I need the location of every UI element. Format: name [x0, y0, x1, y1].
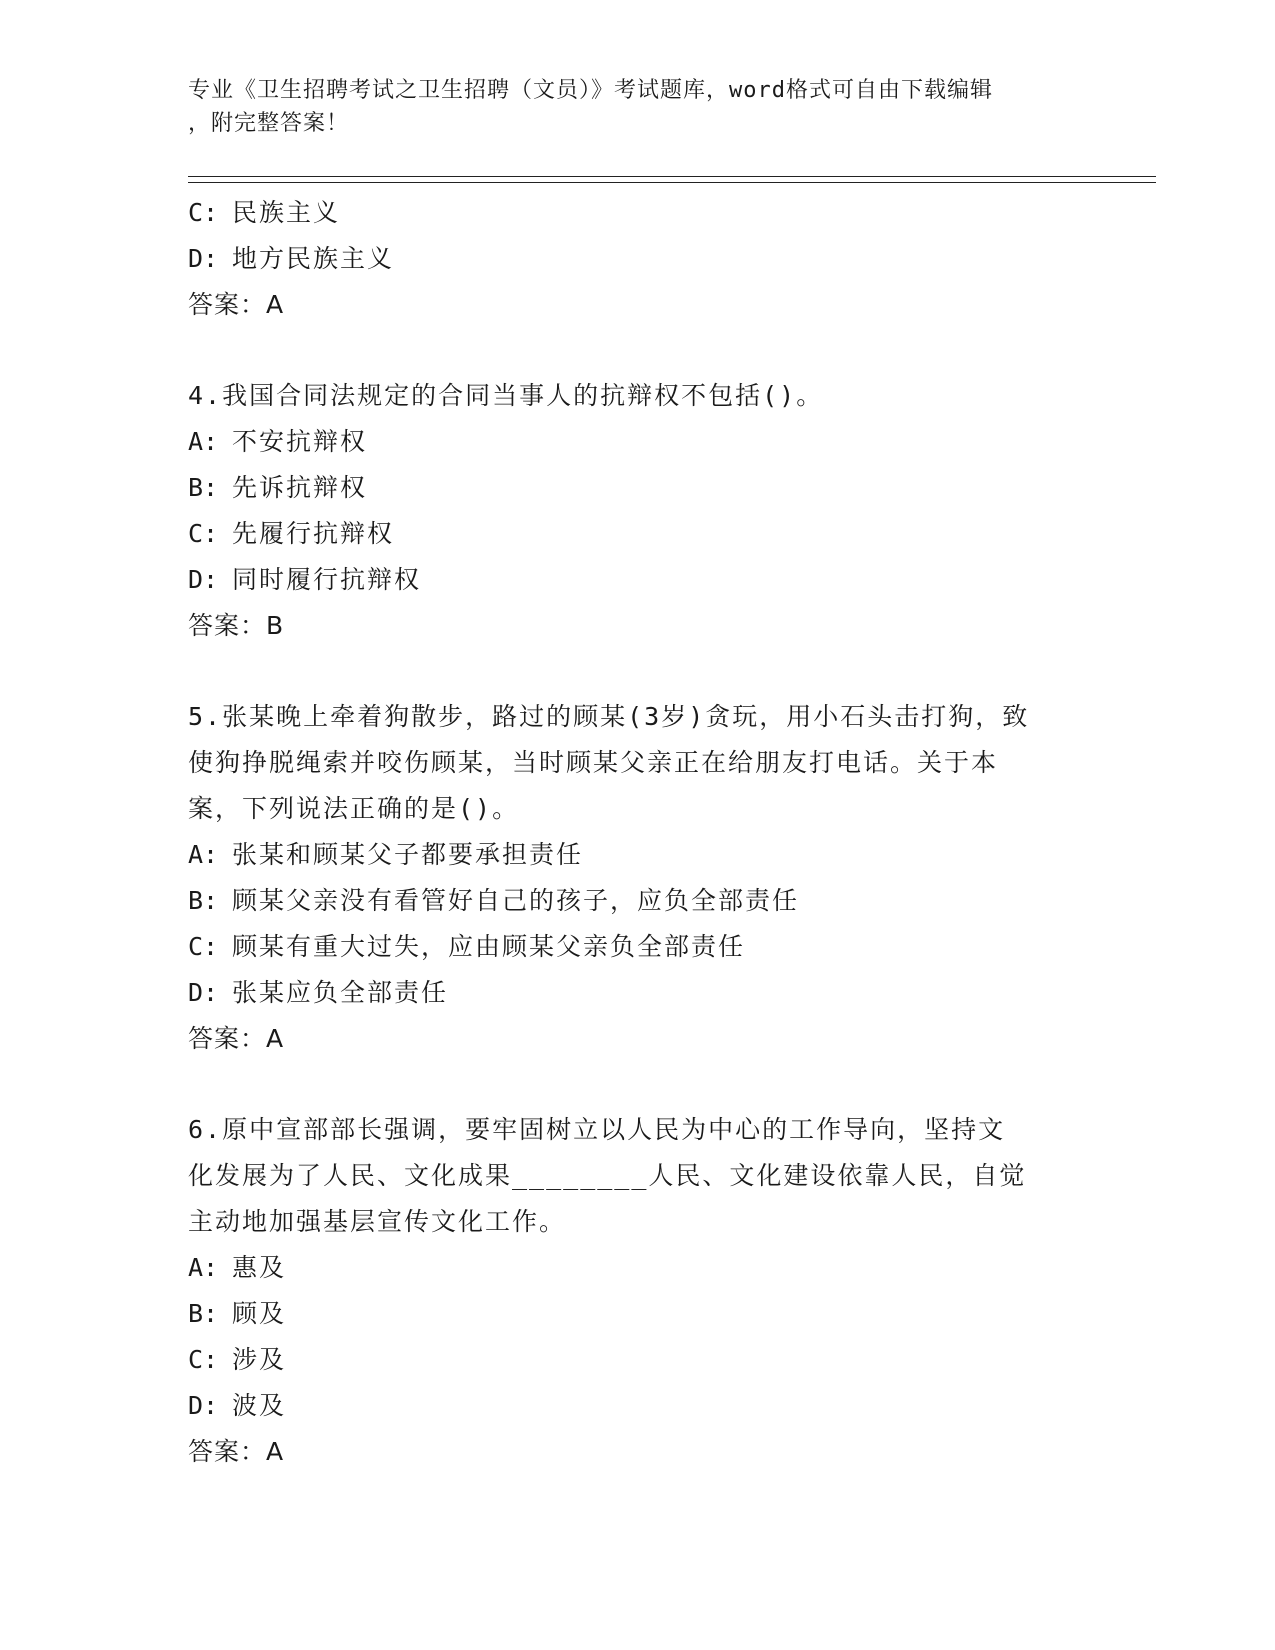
- question-list: [188, 190, 1088, 1475]
- header-rule-top: [188, 176, 1156, 177]
- answer: 答案：A: [188, 1024, 285, 1053]
- option-d: D: 波及: [188, 1391, 287, 1420]
- answer: 答案：B: [188, 611, 285, 640]
- question-text-line-2: 使狗挣脱绳索并咬伤顾某，当时顾某父亲正在给朋友打电话。关于本: [188, 748, 999, 777]
- header-rule-bottom: [188, 182, 1156, 183]
- header-line-1: 专业《卫生招聘考试之卫生招聘（文员）》考试题库，word格式可自由下载编辑: [188, 78, 993, 103]
- option-c: C: 涉及: [188, 1345, 287, 1374]
- question-text-line-1: 5.张某晚上牵着狗散步，路过的顾某(3岁)贪玩，用小石头击打狗，致: [188, 702, 1030, 731]
- question-6: [188, 1107, 1088, 1475]
- option-a: A: 不安抗辩权: [188, 427, 368, 456]
- option-c: C: 先履行抗辩权: [188, 519, 395, 548]
- question-text-line-2: 化发展为了人民、文化成果________人民、文化建设依靠人民，自觉: [188, 1161, 1027, 1190]
- option-d: D: 同时履行抗辩权: [188, 565, 422, 594]
- question-text-line-3: 案，下列说法正确的是()。: [188, 794, 520, 823]
- option-a: A: 张某和顾某父子都要承担责任: [188, 840, 584, 869]
- header-line-2: ，附完整答案！: [188, 111, 350, 136]
- answer: 答案：A: [188, 290, 285, 319]
- option-b: B: 顾及: [188, 1299, 287, 1328]
- option-d: D: 张某应负全部责任: [188, 978, 449, 1007]
- question-4: [188, 373, 1088, 649]
- question-3-tail: [188, 190, 1088, 328]
- question-5: [188, 694, 1088, 1062]
- option-d: D: 地方民族主义: [188, 244, 395, 273]
- option-b: B: 顾某父亲没有看管好自己的孩子，应负全部责任: [188, 886, 800, 915]
- option-c: C: 顾某有重大过失，应由顾某父亲负全部责任: [188, 932, 746, 961]
- answer: 答案：A: [188, 1437, 285, 1466]
- question-text-line-1: 6.原中宣部部长强调，要牢固树立以人民为中心的工作导向，坚持文: [188, 1115, 1006, 1144]
- question-text-line-3: 主动地加强基层宣传文化工作。: [188, 1207, 567, 1236]
- question-text: 4.我国合同法规定的合同当事人的抗辩权不包括()。: [188, 381, 824, 410]
- document-header: [188, 74, 1088, 140]
- option-b: B: 先诉抗辩权: [188, 473, 368, 502]
- option-c: C: 民族主义: [188, 198, 341, 227]
- option-a: A: 惠及: [188, 1253, 287, 1282]
